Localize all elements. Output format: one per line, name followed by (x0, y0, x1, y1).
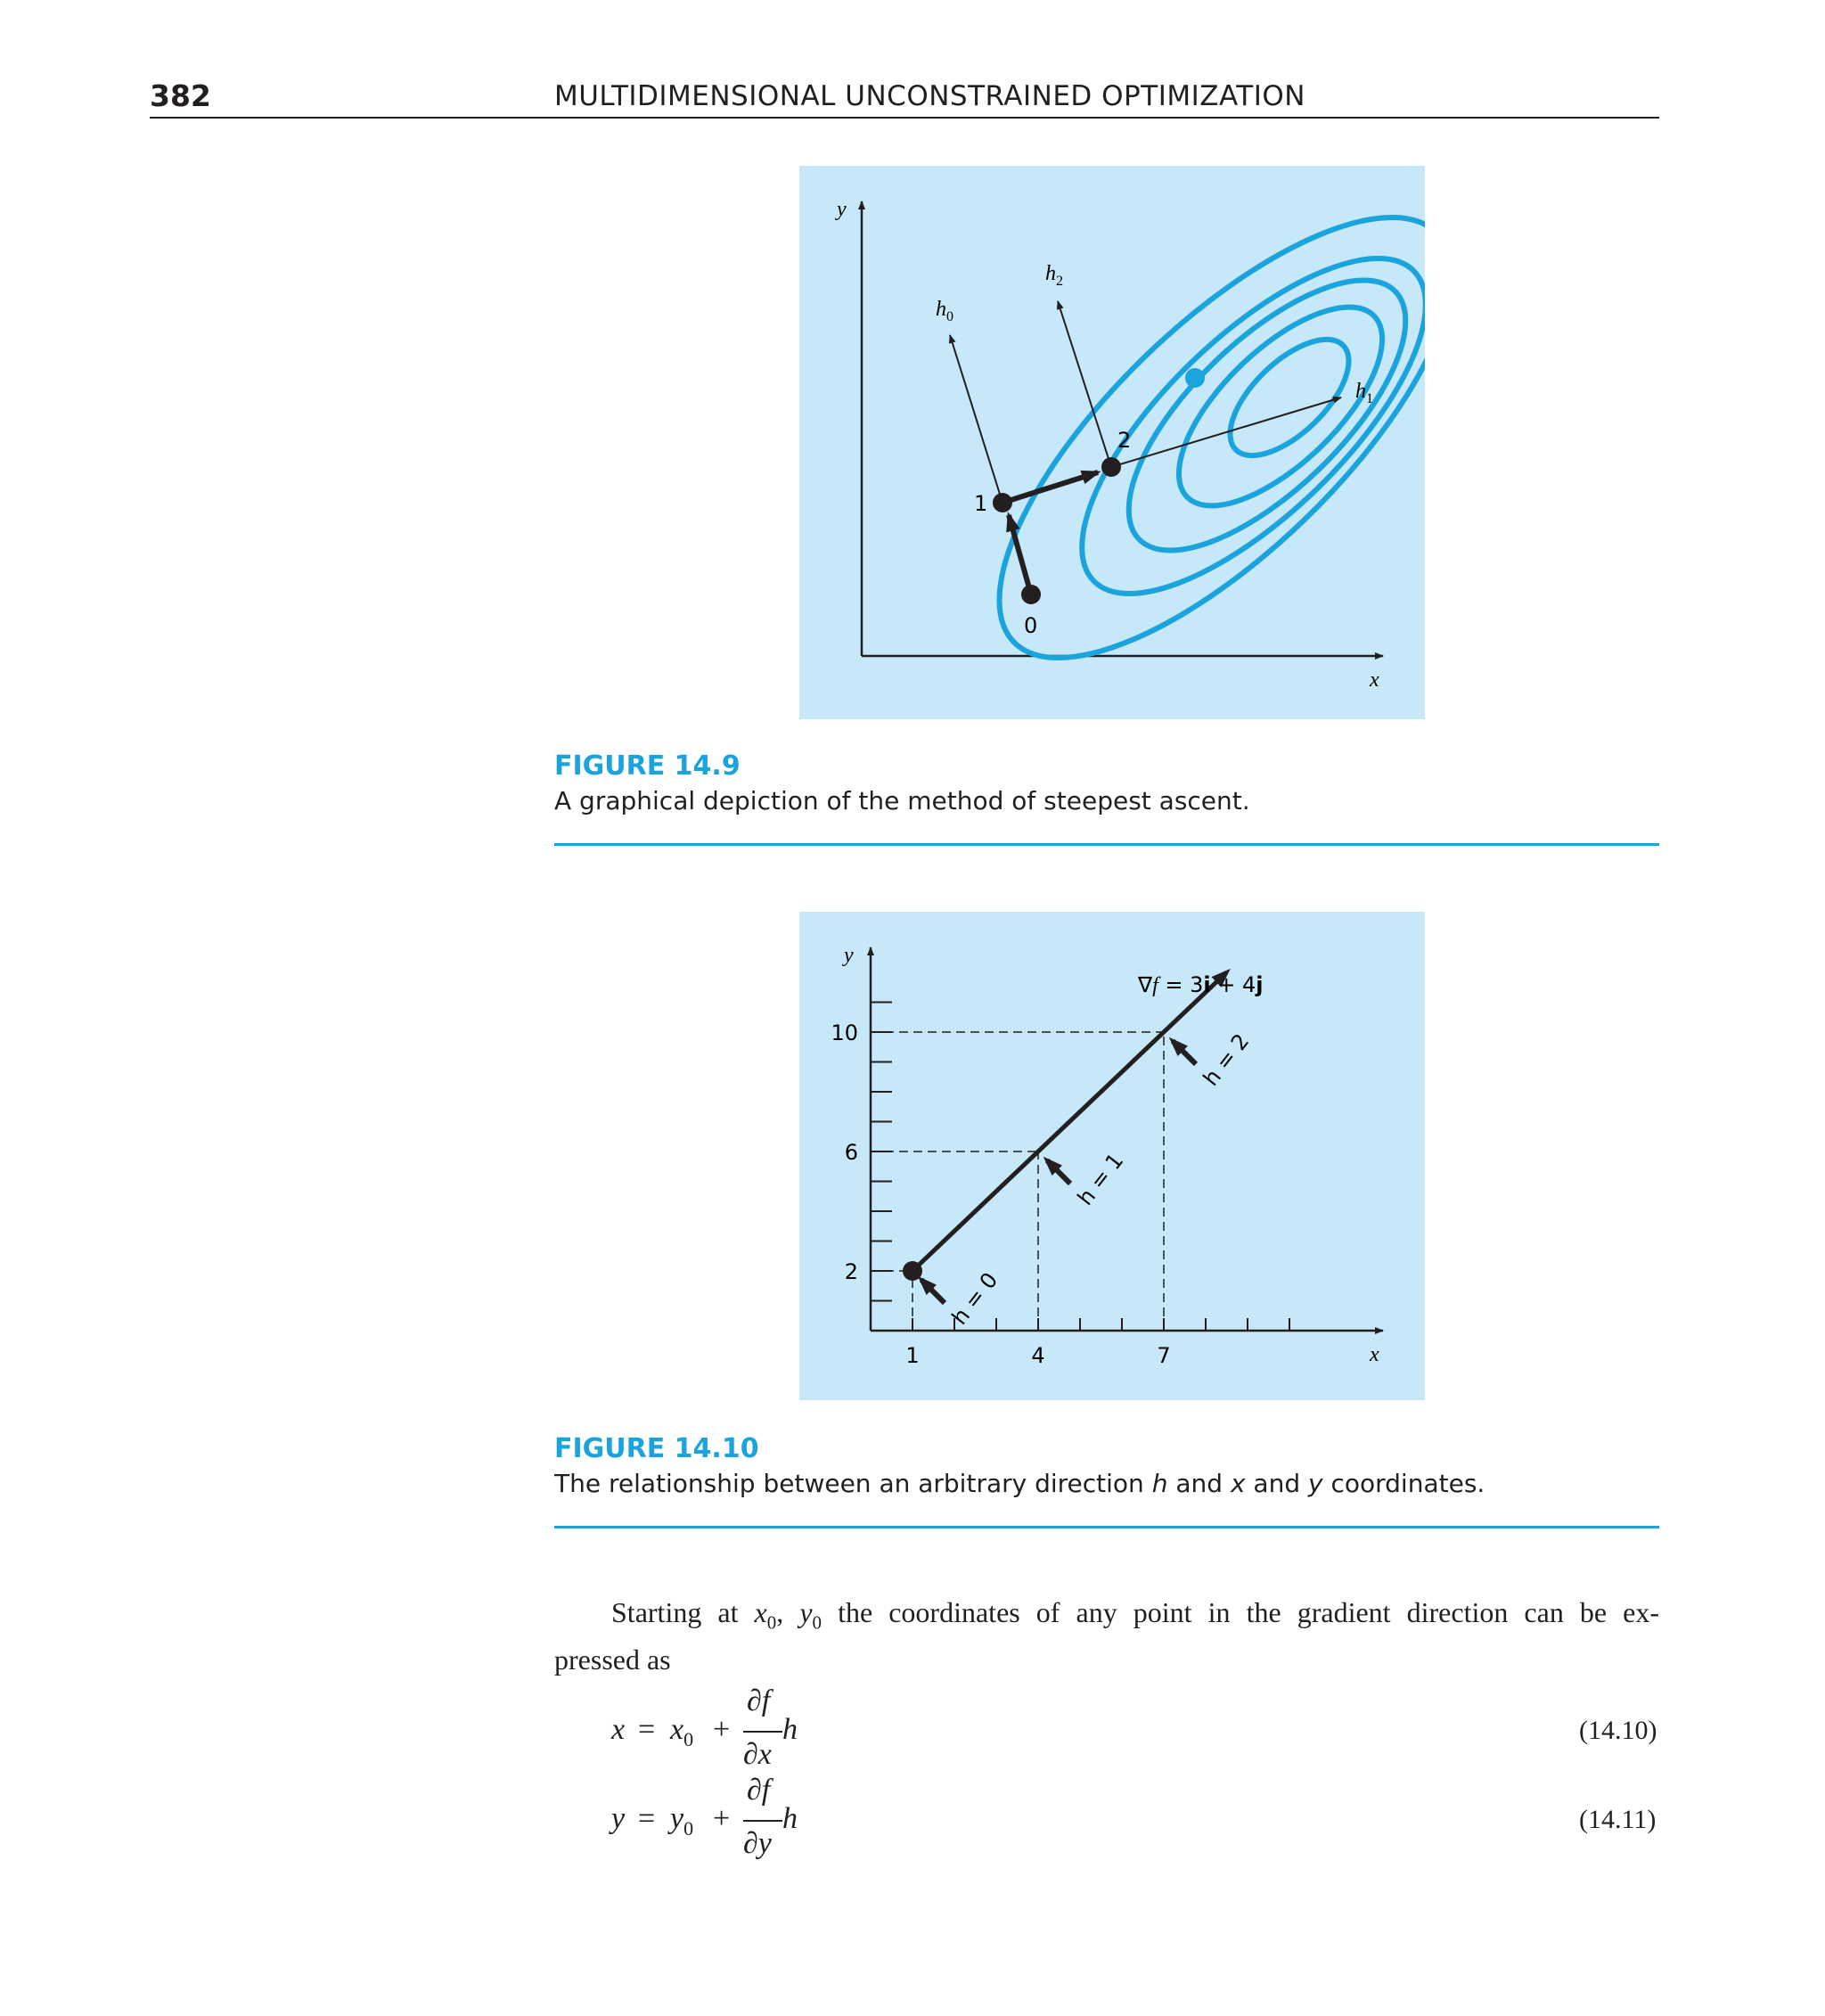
contour-lines (935, 166, 1425, 719)
x-tick-label: 4 (1031, 1343, 1045, 1368)
h-arrow (1173, 1041, 1196, 1064)
page-number: 382 (150, 78, 211, 113)
point-0 (1021, 585, 1041, 604)
point-1 (993, 493, 1012, 512)
running-head: MULTIDIMENSIONAL UNCONSTRAINED OPTIMIZATION (554, 80, 1305, 112)
contour-5 (935, 166, 1425, 719)
axis-y-label: y (844, 944, 854, 967)
direction-h2 (1058, 301, 1111, 467)
body-paragraph (554, 1594, 1659, 1678)
label-h0: $h_0$ (936, 298, 953, 324)
h-arrow (1047, 1160, 1070, 1184)
y-tick-label: 2 (844, 1259, 858, 1284)
label-h2: $h_2$ (1045, 262, 1063, 289)
figure-14-9-diagram (799, 166, 1425, 719)
paragraph-line-1: Starting at $x_0$, $y_0$ the coordinates of any point in the gradient direction can be ex- (611, 1596, 1660, 1634)
figure-14-10-caption: The relationship between an arbitrary direction h and x and y coordinates. (554, 1469, 1485, 1498)
figure-14-10-chart (799, 912, 1425, 1400)
figure-14-10-label: FIGURE 14.10 (554, 1433, 759, 1464)
paragraph-line-2: pressed as (554, 1643, 671, 1676)
axis-y-label: y (837, 198, 847, 221)
figure-14-9-panel (799, 166, 1425, 719)
label-h1: $h_1$ (1355, 380, 1373, 406)
gradient-line (912, 972, 1227, 1271)
y-tick-label: 6 (844, 1140, 858, 1165)
axis-x-label: x (1370, 1343, 1379, 1366)
h-arrow (921, 1280, 945, 1303)
figure-14-10-rule (554, 1526, 1659, 1528)
y-tick-label: 10 (831, 1020, 858, 1045)
gradient-label: ∇f = 3i + 4j (1138, 972, 1264, 997)
h-label: h = 2 (1198, 1028, 1255, 1091)
figure-14-10-panel (799, 912, 1425, 1400)
direction-h0 (950, 335, 1003, 503)
figure-14-9-rule (554, 843, 1659, 846)
h-label: h = 0 (946, 1267, 1003, 1330)
point-1-label: 1 (974, 491, 988, 516)
h-label: h = 1 (1072, 1148, 1129, 1210)
axis-x-label: x (1370, 668, 1379, 692)
path-step-1-2 (1003, 472, 1098, 503)
figure-14-9-label: FIGURE 14.9 (554, 750, 741, 782)
x-tick-label: 1 (905, 1343, 920, 1368)
optimum-point (1185, 368, 1205, 388)
point-2-label: 2 (1117, 428, 1132, 453)
x-tick-label: 7 (1157, 1343, 1171, 1368)
header-rule (150, 117, 1659, 119)
h-markers (921, 1029, 1254, 1330)
point-0-label: 0 (1024, 613, 1038, 638)
point-2 (1101, 457, 1121, 477)
equation-number-14-10: (14.10) (1579, 1716, 1657, 1745)
start-point (903, 1261, 922, 1281)
figure-14-9-caption: A graphical depiction of the method of steepest ascent. (554, 786, 1250, 815)
equation-number-14-11: (14.11) (1579, 1805, 1657, 1834)
